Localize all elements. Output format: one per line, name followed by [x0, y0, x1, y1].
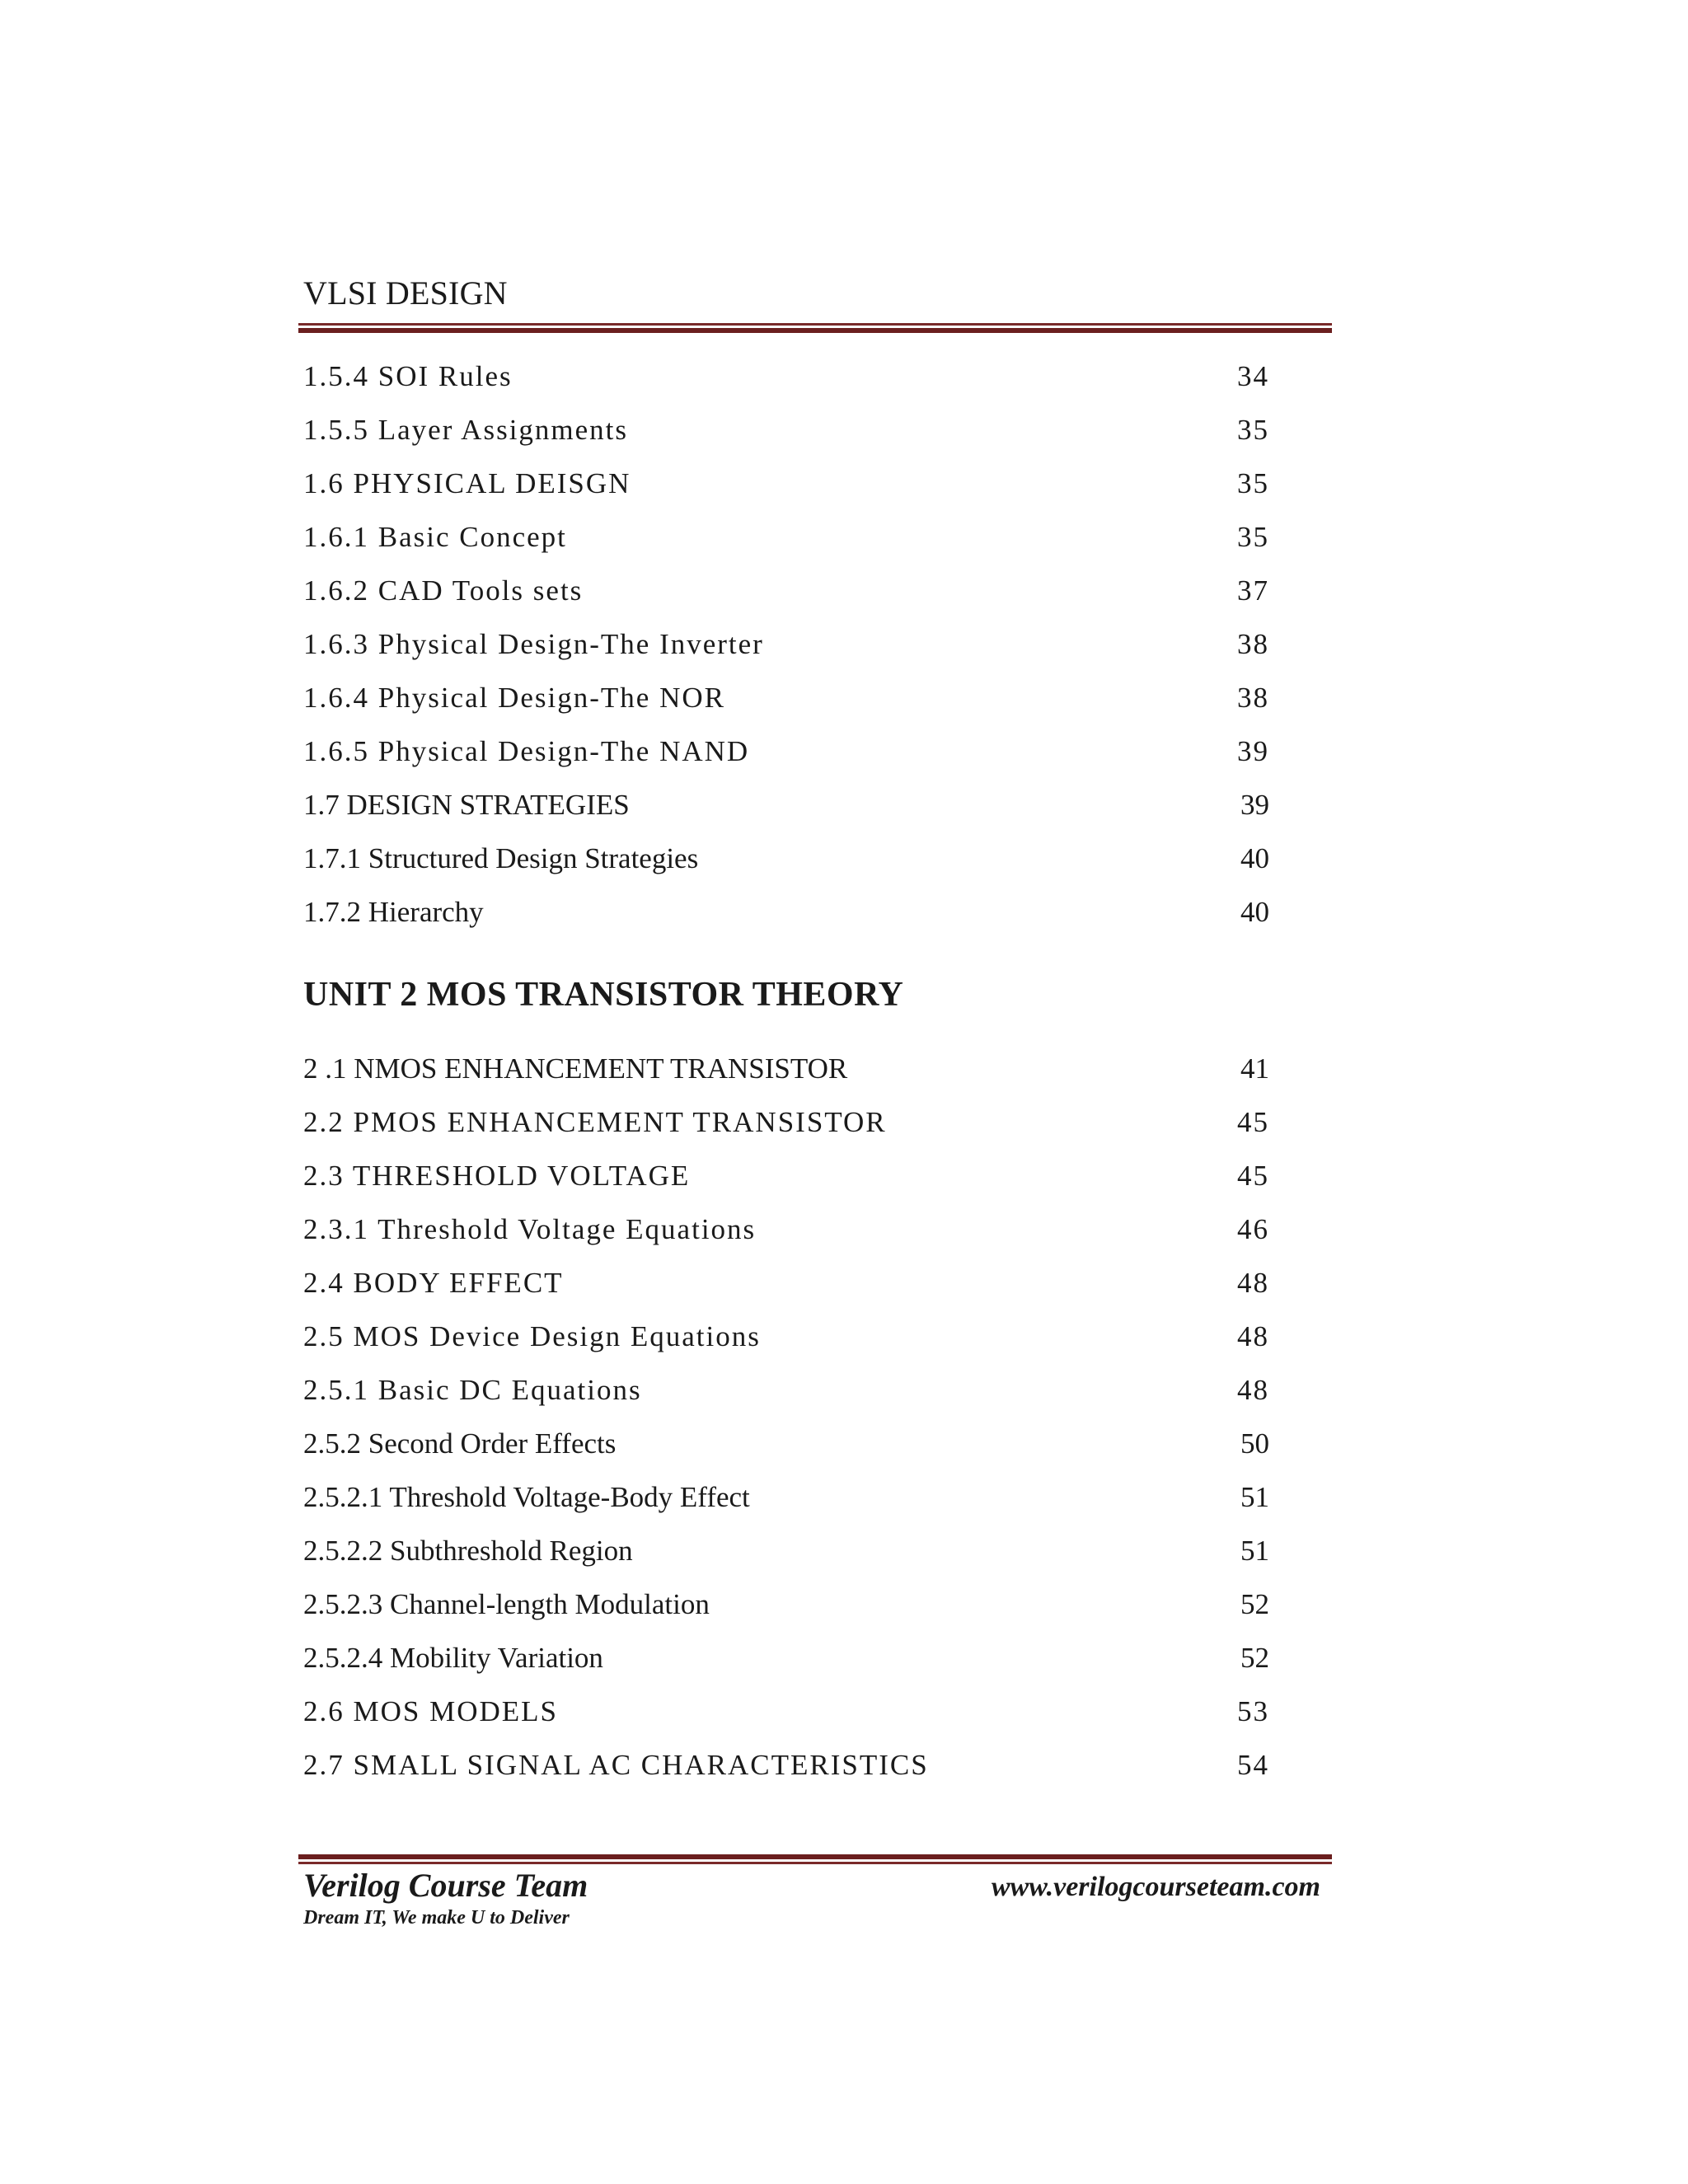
toc-row — [303, 1584, 1269, 1625]
toc-entry-label: 2.3 THRESHOLD VOLTAGE — [303, 1160, 691, 1192]
toc-entry-label: 2.5.2.4 Mobility Variation — [303, 1642, 603, 1674]
toc-entry-label: 2.3.1 Threshold Voltage Equations — [303, 1213, 757, 1245]
toc-entry-label: 2.5.2.2 Subthreshold Region — [303, 1535, 633, 1567]
toc-entry-label: 2.6 MOS MODELS — [303, 1695, 559, 1727]
toc-page-number: 50 — [1240, 1427, 1269, 1460]
toc-entry-label: 2.5.2.1 Threshold Voltage-Body Effect — [303, 1481, 750, 1513]
toc-row — [303, 1155, 1269, 1197]
toc-entry-label: 2.5.2 Second Order Effects — [303, 1427, 617, 1460]
toc-page-number: 40 — [1240, 842, 1269, 874]
toc-row — [303, 410, 1269, 451]
toc-entry-label: 2.5.2.3 Channel-length Modulation — [303, 1588, 710, 1620]
toc-page-number: 37 — [1237, 574, 1269, 607]
toc-row — [303, 1745, 1269, 1786]
toc-entry-label: 1.5.4 SOI Rules — [303, 360, 513, 392]
toc-row — [303, 463, 1269, 504]
toc-page-number: 34 — [1237, 360, 1269, 392]
toc-entry-label: 2.7 SMALL SIGNAL AC CHARACTERISTICS — [303, 1749, 929, 1781]
toc-entry-label: 1.6 PHYSICAL DEISGN — [303, 467, 631, 499]
toc-entry-label: 1.7 DESIGN STRATEGIES — [303, 789, 630, 821]
page-header-title: VLSI DESIGN — [303, 274, 508, 312]
toc-entry-label: 1.5.5 Layer Assignments — [303, 414, 629, 446]
toc-page-number: 46 — [1237, 1213, 1269, 1245]
toc-row — [303, 892, 1269, 933]
header-rule — [298, 323, 1332, 333]
toc-entry-label: 1.7.1 Structured Design Strategies — [303, 842, 699, 874]
toc-page-number: 48 — [1237, 1320, 1269, 1352]
toc-page-number: 54 — [1237, 1749, 1269, 1781]
toc-page-number: 52 — [1240, 1588, 1269, 1620]
toc-page-number: 48 — [1237, 1374, 1269, 1406]
toc-row — [303, 1691, 1269, 1732]
toc-page-number: 53 — [1237, 1695, 1269, 1727]
toc-row — [303, 624, 1269, 665]
footer-rule — [298, 1854, 1332, 1864]
footer-team-name: Verilog Course Team — [303, 1867, 588, 1904]
toc-entry-label: 2 .1 NMOS ENHANCEMENT TRANSISTOR — [303, 1052, 848, 1085]
footer-branding — [303, 1866, 588, 1930]
toc-page-number: 52 — [1240, 1642, 1269, 1674]
toc-page-number: 41 — [1240, 1052, 1269, 1085]
toc-row — [303, 356, 1269, 397]
toc-page-number: 38 — [1237, 628, 1269, 660]
toc-row — [303, 517, 1269, 558]
footer-website-url: www.verilogcourseteam.com — [991, 1872, 1320, 1902]
toc-row — [303, 1263, 1269, 1304]
toc-row — [303, 1477, 1269, 1518]
unit-heading: UNIT 2 MOS TRANSISTOR THEORY — [303, 976, 904, 1014]
toc-row — [303, 1102, 1269, 1143]
toc-entry-label: 1.6.1 Basic Concept — [303, 521, 567, 553]
toc-row — [303, 677, 1269, 719]
toc-entry-label: 2.2 PMOS ENHANCEMENT TRANSISTOR — [303, 1106, 887, 1138]
toc-page-number: 38 — [1237, 682, 1269, 714]
toc-row — [303, 838, 1269, 879]
toc-row — [303, 1530, 1269, 1572]
toc-entry-label: 2.5.1 Basic DC Equations — [303, 1374, 642, 1406]
toc-row — [303, 1209, 1269, 1250]
toc-page-number: 48 — [1237, 1267, 1269, 1299]
toc-row — [303, 731, 1269, 772]
toc-page-number: 45 — [1237, 1160, 1269, 1192]
toc-row — [303, 1423, 1269, 1465]
toc-page-number: 45 — [1237, 1106, 1269, 1138]
toc-row — [303, 785, 1269, 826]
toc-entry-label: 1.7.2 Hierarchy — [303, 896, 484, 928]
toc-entry-label: 2.4 BODY EFFECT — [303, 1267, 564, 1299]
toc-page-number: 51 — [1240, 1535, 1269, 1567]
toc-row — [303, 1316, 1269, 1357]
toc-entry-label: 1.6.4 Physical Design-The NOR — [303, 682, 725, 714]
toc-page-number: 35 — [1237, 521, 1269, 553]
toc-entry-label: 1.6.3 Physical Design-The Inverter — [303, 628, 764, 660]
toc-page-number: 35 — [1237, 414, 1269, 446]
footer-tagline: Dream IT, We make U to Deliver — [303, 1907, 570, 1929]
toc-entry-label: 1.6.5 Physical Design-The NAND — [303, 735, 750, 767]
toc-page-number: 39 — [1237, 735, 1269, 767]
toc-row — [303, 570, 1269, 612]
toc-page-number: 40 — [1240, 896, 1269, 928]
toc-row — [303, 1638, 1269, 1679]
toc-entry-label: 1.6.2 CAD Tools sets — [303, 574, 584, 607]
toc-entry-label: 2.5 MOS Device Design Equations — [303, 1320, 761, 1352]
toc-page-number: 51 — [1240, 1481, 1269, 1513]
toc-page-number: 35 — [1237, 467, 1269, 499]
toc-page-number: 39 — [1240, 789, 1269, 821]
toc-row — [303, 1370, 1269, 1411]
toc-row — [303, 1048, 1269, 1090]
